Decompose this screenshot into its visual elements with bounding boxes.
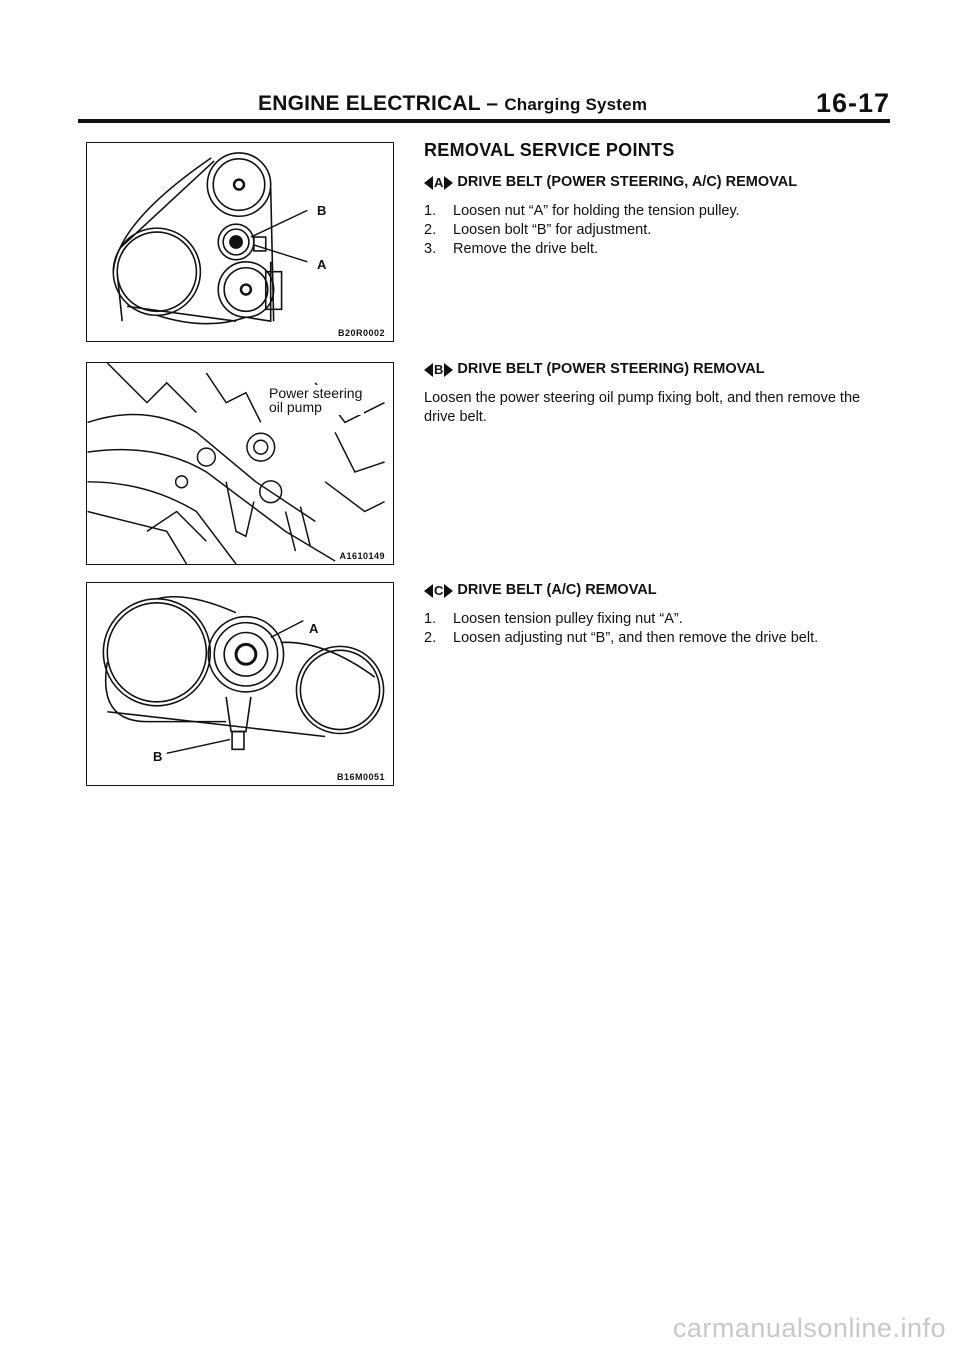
callout-a: A [309,621,319,636]
callout-line-2: oil pump [269,399,322,415]
arrow-right-icon [444,584,453,598]
step-item [424,202,894,221]
step-text: Remove the drive belt. [453,241,599,257]
chapter-title-main: ENGINE ELECTRICAL [258,92,481,115]
figure-power-steering-pump [86,362,394,565]
callout-power-steering-oil-pump [267,385,364,415]
watermark: carmanualsonline.info [672,1313,946,1343]
service-point-heading-text: DRIVE BELT (POWER STEERING) REMOVAL [457,361,765,377]
figure-code: B16M0051 [336,772,385,782]
arrow-right-icon [444,363,453,377]
service-point-marker [424,361,453,379]
arrow-left-icon [424,363,433,377]
service-point-b [424,360,894,427]
header-rule [78,119,890,123]
step-item [424,221,894,240]
service-point-heading [424,173,894,192]
service-point-marker [424,174,453,192]
service-point-c [424,581,894,648]
arrow-left-icon [424,584,433,598]
service-point-a [424,140,894,259]
service-point-heading [424,360,894,379]
step-text: Loosen nut “A” for holding the tension pulley. [453,203,740,219]
callout-b: B [317,203,327,218]
belt-diagram-3 [87,583,393,785]
step-number: 1. [424,611,437,627]
step-number: 3. [424,241,437,257]
step-text: Loosen bolt “B” for adjustment. [453,222,652,238]
service-point-letter: A [434,175,444,190]
step-list [424,202,894,259]
step-list [424,610,894,648]
figure-belt-layout-ac [86,582,394,786]
callout-a: A [317,257,327,272]
figure-code: A1610149 [339,551,385,561]
belt-diagram-1 [87,143,393,341]
service-point-letter: C [434,583,444,598]
step-item [424,240,894,259]
step-text: Loosen adjusting nut “B”, and then remove the drive belt. [453,630,819,646]
service-point-heading-text: DRIVE BELT (POWER STEERING, A/C) REMOVAL [457,174,798,190]
figure-code: B20R0002 [337,328,385,338]
service-point-letter: B [434,362,444,377]
chapter-title [258,92,647,116]
step-item [424,629,894,648]
figure-belt-layout-ps-ac [86,142,394,342]
section-title: REMOVAL SERVICE POINTS [424,140,675,160]
page-header [78,86,890,120]
service-point-heading-text: DRIVE BELT (A/C) REMOVAL [457,582,657,598]
chapter-title-dash: – [480,92,505,115]
service-point-heading [424,581,894,600]
page-number: 16-17 [815,88,890,118]
arrow-left-icon [424,176,433,190]
step-text: Loosen tension pulley fixing nut “A”. [453,611,683,627]
callout-line-1: Power steering [269,385,363,401]
step-number: 2. [424,630,437,646]
service-point-paragraph: Loosen the power steering oil pump fixing bolt, and then remove the drive belt. [424,390,861,425]
step-item [424,610,894,629]
chapter-title-sub: Charging System [504,95,648,114]
arrow-right-icon [444,176,453,190]
service-point-marker [424,582,453,600]
step-number: 2. [424,222,437,238]
callout-b: B [153,749,163,764]
step-number: 1. [424,203,437,219]
